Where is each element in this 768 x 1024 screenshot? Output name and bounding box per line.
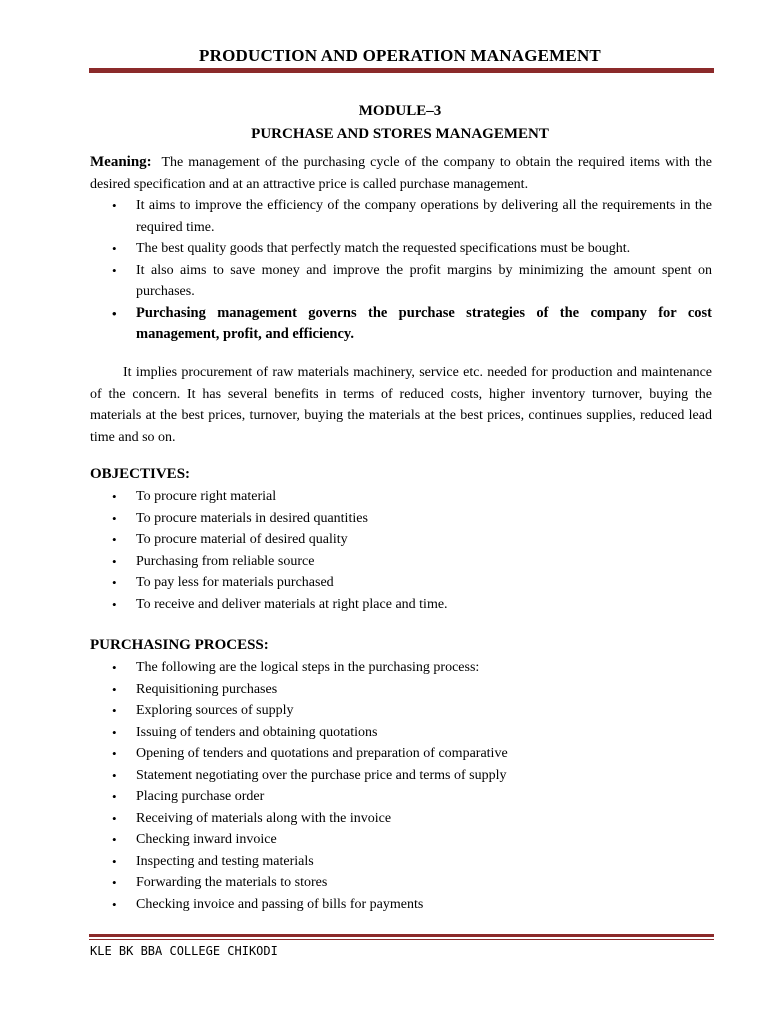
list-item: • To receive and deliver materials at right place and time. (90, 594, 712, 616)
page-header-title: PRODUCTION AND OPERATION MANAGEMENT (199, 46, 601, 65)
list-item: • The following are the logical steps in the purchasing process: (90, 657, 712, 679)
list-item: • The best quality goods that perfectly match the requested specifications must be bought. (90, 238, 712, 260)
bullet-icon: • (112, 789, 117, 804)
meaning-text: The management of the purchasing cycle of the company to obtain the required items with the desired specification and at an attractive price is called purchase management. (90, 155, 712, 192)
process-heading: PURCHASING PROCESS: (90, 637, 269, 653)
objectives-list (90, 486, 712, 615)
bullet-icon: • (112, 746, 117, 761)
bullet-icon: • (112, 305, 117, 321)
meaning-points-list (90, 195, 712, 346)
objectives-heading: OBJECTIVES: (90, 466, 191, 482)
bullet-icon: • (112, 596, 117, 612)
list-item: • Issuing of tenders and obtaining quotations (90, 722, 712, 744)
bullet-icon: • (112, 896, 117, 912)
footer-rule-thick (89, 934, 714, 937)
list-item: • It also aims to save money and improve the profit margins by minimizing the amount spent on purchases. (90, 260, 712, 303)
list-item: • Placing purchase order (90, 786, 712, 808)
list-item: • Forwarding the materials to stores (90, 872, 712, 894)
header-rule (89, 68, 714, 73)
list-item: • To pay less for materials purchased (90, 572, 712, 594)
bullet-icon: • (112, 198, 117, 213)
bullet-icon: • (112, 575, 117, 590)
bullet-icon: • (112, 262, 117, 278)
list-item: • It aims to improve the efficiency of the company operations by delivering all the requirements in the required time. (90, 195, 712, 238)
list-item: • Opening of tenders and quotations and preparation of comparative (90, 743, 712, 765)
module-title: MODULE–3 (358, 103, 442, 119)
page-footer: KLE BK BBA COLLEGE CHIKODI (90, 944, 278, 958)
bullet-icon: • (112, 875, 117, 890)
list-item: • To procure materials in desired quantities (90, 508, 712, 530)
bullet-icon: • (112, 810, 117, 826)
list-item: • Checking invoice and passing of bills for payments (90, 894, 712, 916)
meaning-paragraph (90, 152, 712, 195)
bullet-icon: • (112, 489, 117, 504)
bullet-icon: • (112, 853, 117, 869)
list-item: • Inspecting and testing materials (90, 851, 712, 873)
bullet-icon: • (112, 532, 117, 547)
list-item: • Purchasing management governs the purchase strategies of the company for cost management, profit, and efficiency. (112, 304, 712, 342)
bullet-icon: • (112, 703, 117, 718)
list-item: • To procure right material (90, 486, 712, 508)
list-item: • Requisitioning purchases (90, 679, 712, 701)
bullet-icon: • (112, 681, 117, 697)
bullet-icon: • (112, 510, 117, 526)
bullet-icon: • (112, 724, 117, 740)
list-item: • Purchasing from reliable source (90, 551, 712, 573)
meaning-label: Meaning: (90, 154, 152, 170)
bullet-icon: • (112, 660, 117, 675)
body-paragraph: It implies procurement of raw materials machinery, service etc. needed for production and maintenance of the concern. It has several benefits in terms of reduced costs, higher inventory turnover, buying the materials at the best prices, turnover, buying the materials at the best prices, continues supplies, reduced lead time and so on. (90, 365, 712, 445)
footer-rule-thin (89, 939, 714, 940)
section-title: PURCHASE AND STORES MANAGEMENT (251, 126, 549, 142)
bullet-icon: • (112, 767, 117, 783)
list-item: • Checking inward invoice (90, 829, 712, 851)
bullet-icon: • (112, 553, 117, 569)
process-list (90, 657, 712, 915)
list-item: • Exploring sources of supply (90, 700, 712, 722)
bullet-icon: • (112, 241, 117, 256)
list-item: • Receiving of materials along with the invoice (90, 808, 712, 830)
list-item: • Statement negotiating over the purchase price and terms of supply (90, 765, 712, 787)
list-item: • To procure material of desired quality (90, 529, 712, 551)
bullet-icon: • (112, 832, 117, 847)
